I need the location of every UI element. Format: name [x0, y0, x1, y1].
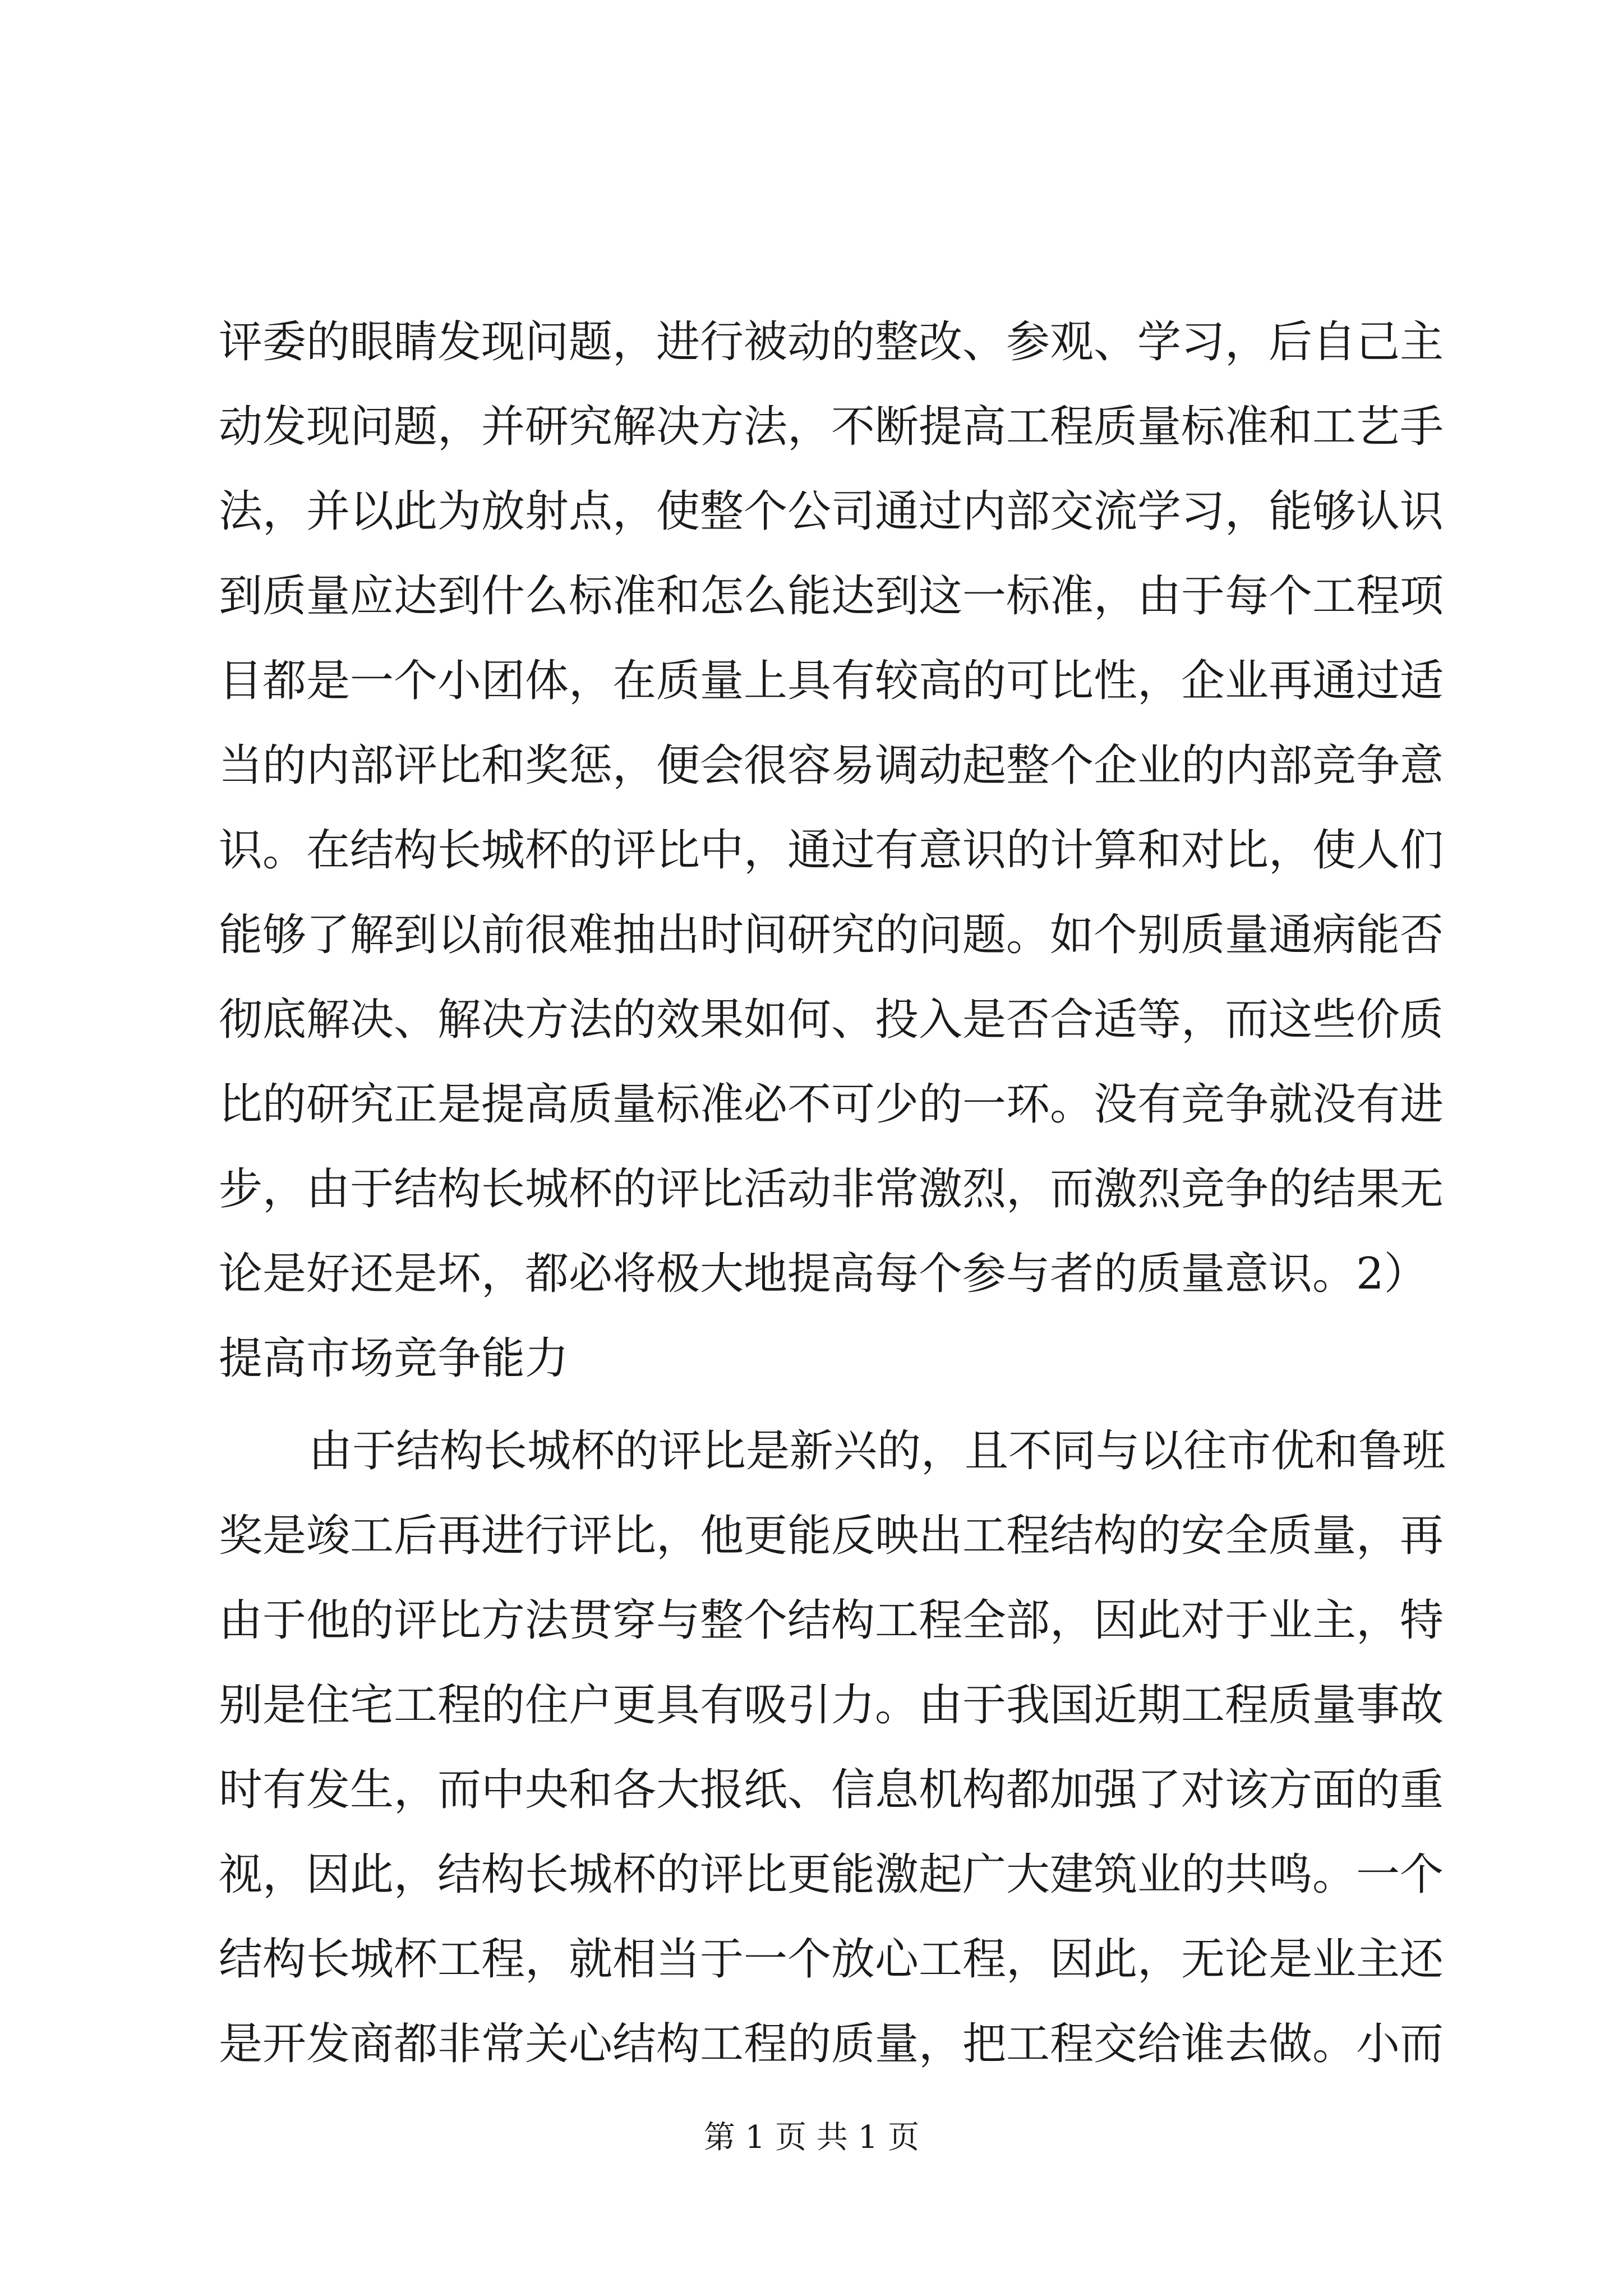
text-line: 论是好还是坏，都必将极大地提高每个参与者的质量意识。2） — [219, 1249, 1428, 1299]
text-line: 提高市场竞争能力 — [219, 1333, 569, 1384]
text-line: 是开发商都非常关心结构工程的质量，把工程交给谁去做。小而 — [219, 2019, 1444, 2069]
page-number: 第 1 页 共 1 页 — [703, 2119, 920, 2156]
text-line: 由于结构长城杯的评比是新兴的，且不同与以往市优和鲁班 — [308, 1426, 1446, 1476]
document-body — [219, 300, 1446, 2087]
paragraph-2 — [219, 1409, 1446, 2087]
text-line: 法，并以此为放射点，使整个公司通过内部交流学习，能够认识 — [219, 486, 1444, 537]
text-line: 评委的眼睛发现问题，进行被动的整改、参观、学习，后自己主 — [219, 317, 1444, 367]
text-line: 由于他的评比方法贯穿与整个结构工程全部，因此对于业主，特 — [219, 1595, 1444, 1646]
text-line: 视，因此，结构长城杯的评比更能激起广大建筑业的共鸣。一个 — [219, 1849, 1444, 1900]
text-line: 步，由于结构长城杯的评比活动非常激烈，而激烈竞争的结果无 — [219, 1164, 1444, 1214]
text-line: 彻底解决、解决方法的效果如何、投入是否合适等，而这些价质 — [219, 995, 1444, 1045]
paragraph-1 — [219, 300, 1444, 1401]
text-line: 时有发生，而中央和各大报纸、信息机构都加强了对该方面的重 — [219, 1765, 1444, 1815]
text-line: 动发现问题，并研究解决方法，不断提高工程质量标准和工艺手 — [219, 402, 1444, 452]
text-line: 结构长城杯工程，就相当于一个放心工程，因此，无论是业主还 — [219, 1934, 1444, 1985]
text-line: 当的内部评比和奖惩，便会很容易调动起整个企业的内部竞争意 — [219, 740, 1444, 791]
text-line: 识。在结构长城杯的评比中，通过有意识的计算和对比，使人们 — [219, 825, 1444, 876]
text-line: 能够了解到以前很难抽出时间研究的问题。如个别质量通病能否 — [219, 910, 1444, 960]
text-line: 目都是一个小团体，在质量上具有较高的可比性，企业再通过适 — [219, 656, 1444, 706]
text-line: 别是住宅工程的住户更具有吸引力。由于我国近期工程质量事故 — [219, 1680, 1444, 1731]
text-line: 奖是竣工后再进行评比，他更能反映出工程结构的安全质量，再 — [219, 1511, 1444, 1561]
text-line: 到质量应达到什么标准和怎么能达到这一标准，由于每个工程项 — [219, 571, 1444, 622]
text-line: 比的研究正是提高质量标准必不可少的一环。没有竞争就没有进 — [219, 1079, 1444, 1130]
